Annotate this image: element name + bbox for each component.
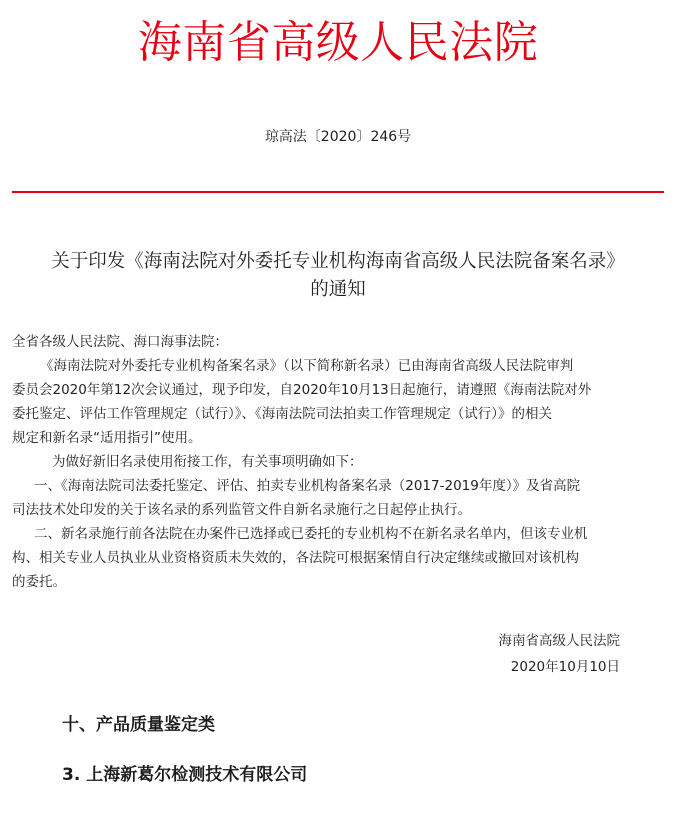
notice-body (12, 330, 652, 594)
salutation: 全省各级人民法院、海口海事法院： (12, 334, 228, 350)
body-paragraph-line: 规定和新名录“适用指引”使用。 (12, 430, 202, 446)
notice-title-line-1: 关于印发《海南法院对外委托专业机构海南省高级人民法院备案名录》 (51, 251, 625, 272)
signature-date: 2020年10月10日 (510, 659, 620, 675)
court-name-header: 海南省高级人民法院 (137, 17, 539, 68)
item-two-line: 的委托。 (12, 574, 66, 590)
notice-title (0, 248, 676, 304)
body-paragraph-line: 《海南法院对外委托专业机构备案名录》（以下简称新名录）已由海南省高级人民法院审判 (40, 358, 574, 374)
item-one-line: 一、《海南法院司法委托鉴定、评估、拍卖专业机构备案名录（2017-2019年度）》及省高院 (34, 478, 581, 494)
item-one-line: 司法技术处印发的关于该名录的系列监管文件自新名录施行之日起停止执行。 (12, 502, 471, 518)
category-heading: 十、产品质量鉴定类 (62, 715, 215, 735)
red-divider-line (12, 191, 664, 193)
body-paragraph-line: 委员会2020年第12次会议通过，现予印发，自2020年10月13日起施行，请遵照《海南法院对外 (12, 382, 592, 398)
signature-organization: 海南省高级人民法院 (498, 633, 620, 649)
body-paragraph-line: 为做好新旧名录使用衔接工作，有关事项明确如下： (52, 454, 363, 470)
notice-title-line-2: 的通知 (310, 279, 366, 300)
signature-block (0, 628, 620, 680)
item-two-line: 构、相关专业人员执业从业资格资质未失效的，各法院可根据案情自行决定继续或撤回对该机构 (12, 550, 579, 566)
document-number: 琼高法〔2020〕246号 (264, 129, 412, 145)
body-paragraph-line: 委托鉴定、评估工作管理规定（试行）》、《海南法院司法拍卖工作管理规定（试行）》的相关 (12, 406, 552, 422)
company-list-item: 3. 上海新葛尔检测技术有限公司 (62, 765, 308, 785)
item-two-line: 二、新名录施行前各法院在办案件已选择或已委托的专业机构不在新名录名单内，但该专业机 (34, 526, 588, 542)
